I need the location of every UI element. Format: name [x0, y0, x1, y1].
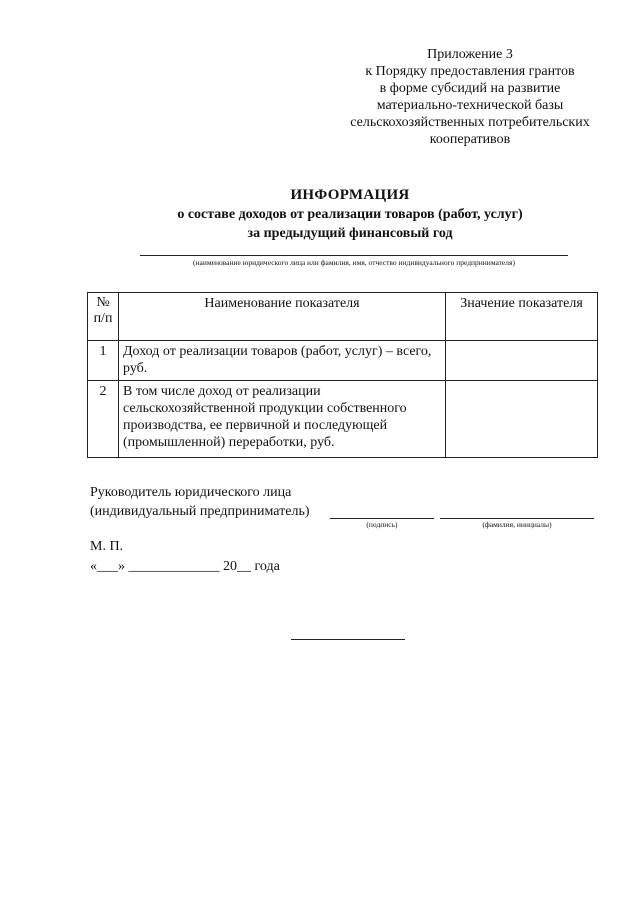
row-indicator-name: В том числе доход от реализации сельскохозяйственной продукции собственного производства, ее первичной и последующей (промышленной) переработки, руб. — [119, 381, 446, 458]
signature-field-line — [330, 518, 434, 519]
header-number-sign: № — [96, 295, 110, 310]
row-number: 2 — [88, 381, 119, 458]
signature-label — [90, 483, 310, 521]
date-line: «___» _____________ 20__ года — [90, 559, 280, 574]
signature-caption: (подпись) — [366, 520, 398, 529]
name-caption: (фамилия, инициалы) — [482, 520, 552, 529]
header-indicator-name: Наименование показателя — [119, 293, 446, 341]
row-number: 1 — [88, 341, 119, 381]
header-number — [88, 293, 119, 341]
table-row — [88, 381, 598, 458]
table-header-row — [88, 293, 598, 341]
title-subtitle: о составе доходов от реализации товаров (работ, услуг) — [177, 207, 523, 222]
appendix-header — [330, 46, 610, 148]
appendix-line: материально-технической базы — [376, 98, 564, 113]
entity-name-caption: (наименование юридического лица или фамилия, имя, отчество индивидуального предпринимателя) — [193, 258, 515, 267]
row-indicator-value[interactable] — [446, 341, 598, 381]
name-field-line — [440, 518, 594, 519]
appendix-line: кооперативов — [429, 132, 511, 147]
closing-rule — [291, 639, 405, 640]
appendix-line: Приложение 3 — [427, 47, 513, 62]
appendix-line: к Порядку предоставления грантов — [365, 64, 575, 79]
title-period: за предыдущий финансовый год — [247, 226, 453, 241]
income-table — [87, 292, 598, 458]
title-main: ИНФОРМАЦИЯ — [290, 187, 410, 203]
appendix-line: сельскохозяйственных потребительских — [350, 115, 590, 130]
appendix-line: в форме субсидий на развитие — [379, 81, 561, 96]
header-number-abbr: п/п — [93, 311, 113, 326]
document-title — [80, 186, 620, 243]
entity-name-line — [140, 255, 568, 256]
table-row — [88, 341, 598, 381]
row-indicator-value[interactable] — [446, 381, 598, 458]
stamp-place: М. П. — [90, 539, 124, 554]
header-indicator-value: Значение показателя — [446, 293, 598, 341]
signature-role-alt: (индивидуальный предприниматель) — [90, 504, 310, 519]
signature-role: Руководитель юридического лица — [90, 485, 292, 500]
row-indicator-name: Доход от реализации товаров (работ, услуг) – всего, руб. — [119, 341, 446, 381]
